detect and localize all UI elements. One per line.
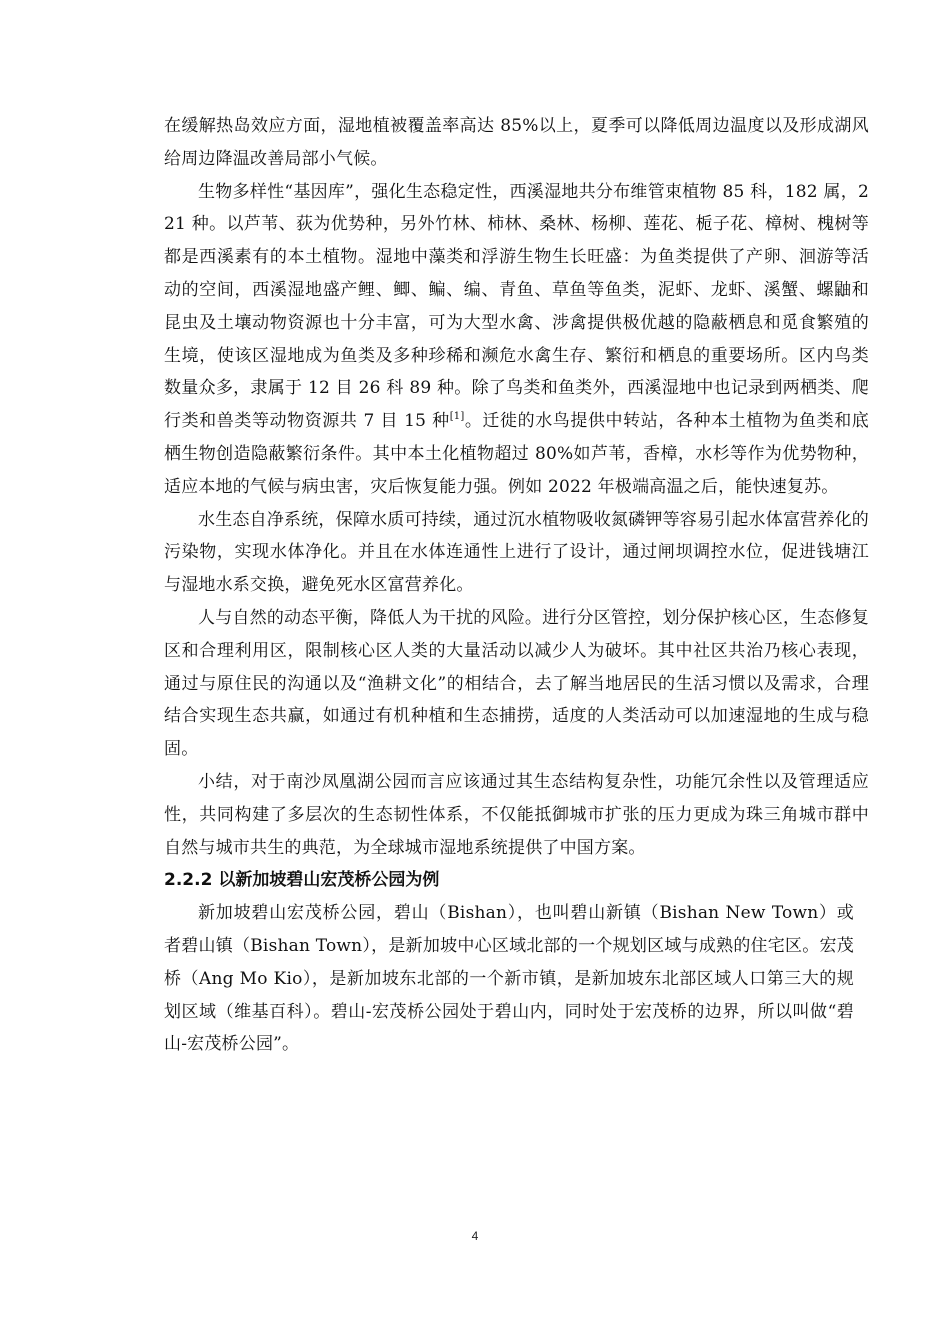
paragraph-heat-island: 在缓解热岛效应方面，湿地植被覆盖率高达 85%以上，夏季可以降低周边温度以及形成湖风给周边降温改善局部小气候。 bbox=[164, 116, 869, 169]
paragraph-human-nature-balance: 人与自然的动态平衡，降低人为干扰的风险。进行分区管控，划分保护核心区，生态修复区和合理利用区，限制核心区人类的大量活动以减少人为破坏。其中社区共治乃核心表现，通过与原住民的沟通以及“渔耕文化”的相结合，去了解当地居民的生活习惯以及需求，合理结合实现生态共赢，如通过有机种植和生态捕捞，适度的人类活动可以加速湿地的生成与稳固。 bbox=[164, 607, 869, 760]
page-number: 4 bbox=[471, 1229, 479, 1243]
biodiversity-text-part2: 。迁徙的水鸟提供中转站，各种本土植物为鱼类和底栖生物创造隐蔽繁衍条件。其中本土化植物超过 80%如芦苇，香樟，水杉等作为优势物种，适应本地的气候与病虫害，灾后恢复能力强。例如 2022 年极端高温之后，能快速复苏。 bbox=[164, 411, 870, 497]
section-heading: 2.2.2 以新加坡碧山宏茂桥公园为例 bbox=[164, 870, 440, 891]
paragraph-biodiversity bbox=[164, 176, 869, 504]
paragraph-summary: 小结，对于南沙凤凰湖公园而言应该通过其生态结构复杂性，功能冗余性以及管理适应性，共同构建了多层次的生态韧性体系，不仅能抵御城市扩张的压力更成为珠三角城市群中自然与城市共生的典范，为全球城市湿地系统提供了中国方案。 bbox=[164, 771, 869, 858]
page-body bbox=[164, 110, 869, 1061]
paragraph-bishan-park: 新加坡碧山宏茂桥公园，碧山（Bishan），也叫碧山新镇（Bishan New Town）或者碧山镇（Bishan Town），是新加坡中心区域北部的一个规划区域与成熟的住宅区。宏茂桥（Ang Mo Kio），是新加坡东北部的一个新市镇，是新加坡东北部区域人口第三大的规划区域（维基百科）。碧山-宏茂桥公园处于碧山内，同时处于宏茂桥的边界，所以叫做“碧山-宏茂桥公园”。 bbox=[164, 903, 854, 1055]
biodiversity-text-part1: 生物多样性“基因库”，强化生态稳定性，西溪湿地共分布维管束植物 85 科，182 属，221 种。以芦苇、荻为优势种，另外竹林、柿林、桑林、杨柳、莲花、栀子花、樟树、槐树等都是西溪素有的本土植物。湿地中藻类和浮游生物生长旺盛：为鱼类提供了产卵、洄游等活动的空间，西溪湿地盛产鲤、鲫、鳊、编、青鱼、草鱼等鱼类，泥虾、龙虾、溪蟹、螺鼬和昆虫及土壤动物资源也十分丰富，可为大型水禽、涉禽提供极优越的隐蔽栖息和觅食繁殖的生境，使该区湿地成为鱼类及多种珍稀和濒危水禽生存、繁衍和栖息的重要场所。区内鸟类数量众多，隶属于 12 目 26 科 89 种。除了鸟类和鱼类外，西溪湿地中也记录到两栖类、爬行类和兽类等动物资源共 7 目 15 种 bbox=[164, 181, 869, 432]
citation-reference: [1] bbox=[449, 411, 465, 423]
paragraph-water-purification: 水生态自净系统，保障水质可持续，通过沉水植物吸收氮磷钾等容易引起水体富营养化的污染物，实现水体净化。并且在水体连通性上进行了设计，通过闸坝调控水位，促进钱塘江与湿地水系交换，避免死水区富营养化。 bbox=[164, 509, 869, 596]
